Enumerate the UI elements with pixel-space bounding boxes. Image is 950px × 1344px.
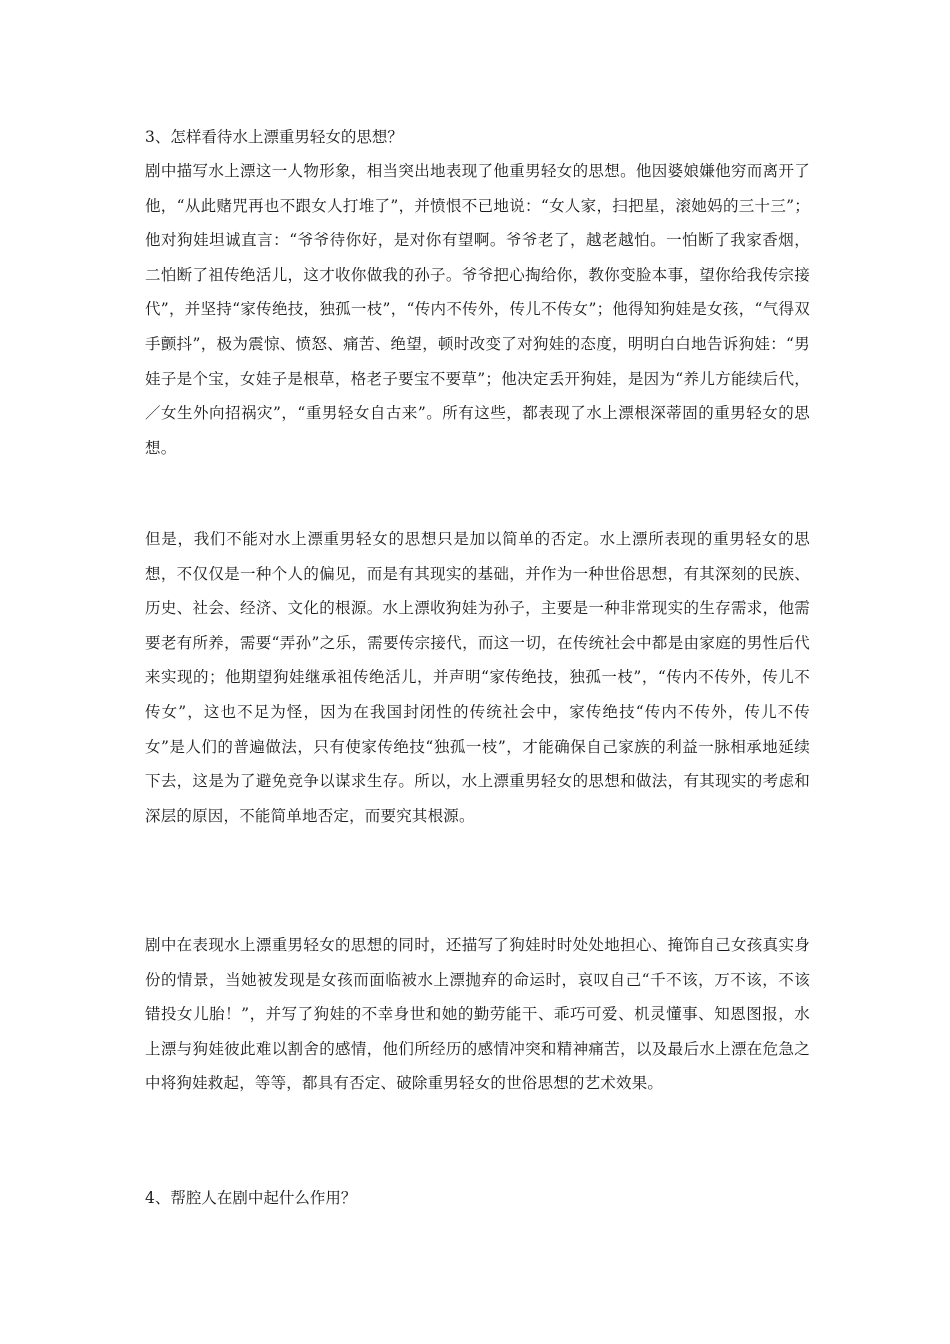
section-3-heading: 3、怎样看待水上漂重男轻女的思想？ (145, 128, 403, 146)
section-4-heading: 4、帮腔人在剧中起什么作用？ (145, 1189, 357, 1207)
paragraph-2: 但是，我们不能对水上漂重男轻女的思想只是加以简单的否定。水上漂所表现的重男轻女的思想，不仅仅是一种个人的偏见，而是有其现实的基础，并作为一种世俗思想，有其深刻的民族、历史、社会、经济、文化的根源。水上漂收狗娃为孙子，主要是一种非常现实的生存需求，他需要老有所养，需要“弄孙”之乐，需要传宗接代，而这一切，在传统社会中都是由家庭的男性后代来实现的；他期望狗娃继承祖传绝活儿，并声明“家传绝技，独孤一枝”，“传内不传外，传儿不传女”，这也不足为怪，因为在我国封闭性的传统社会中，家传绝技“传内不传外，传儿不传女”是人们的普遍做法，只有使家传绝技“独孤一枝”，才能确保自己家族的利益一脉相承地延续下去，这是为了避免竞争以谋求生存。所以，水上漂重男轻女的思想和做法，有其现实的考虑和深层的原因，不能简单地否定，而要究其根源。 (145, 530, 810, 825)
paragraph-1: 剧中描写水上漂这一人物形象，相当突出地表现了他重男轻女的思想。他因婆娘嫌他穷而离开了他，“从此赌咒再也不跟女人打堆了”，并愤恨不已地说：“女人家，扫把星，滚她妈的三十三”；他对狗娃坦诚直言：“爷爷待你好，是对你有望啊。爷爷老了，越老越怕。一怕断了我家香烟，二怕断了祖传绝活儿，这才收你做我的孙子。爷爷把心掏给你，教你变脸本事，望你给我传宗接代”，并坚持“家传绝技，独孤一枝”，“传内不传外，传儿不传女”；他得知狗娃是女孩，“气得双手颤抖”，极为震惊、愤怒、痛苦、绝望，顿时改变了对狗娃的态度，明明白白地告诉狗娃：“男娃子是个宝，女娃子是根草，格老子要宝不要草”；他决定丢开狗娃，是因为“养儿方能续后代，／女生外向招祸灾”，“重男轻女自古来”。所有这些，都表现了水上漂根深蒂固的重男轻女的思想。 (145, 162, 810, 457)
paragraph-3: 剧中在表现水上漂重男轻女的思想的同时，还描写了狗娃时时处处地担心、掩饰自己女孩真实身份的情景，当她被发现是女孩而面临被水上漂抛弃的命运时，哀叹自己“千不该，万不该，不该错投女儿胎！”，并写了狗娃的不幸身世和她的勤劳能干、乖巧可爱、机灵懂事、知恩图报，水上漂与狗娃彼此难以割舍的感情，他们所经历的感情冲突和精神痛苦，以及最后水上漂在危急之中将狗娃救起，等等，都具有否定、破除重男轻女的世俗思想的艺术效果。 (145, 936, 810, 1093)
